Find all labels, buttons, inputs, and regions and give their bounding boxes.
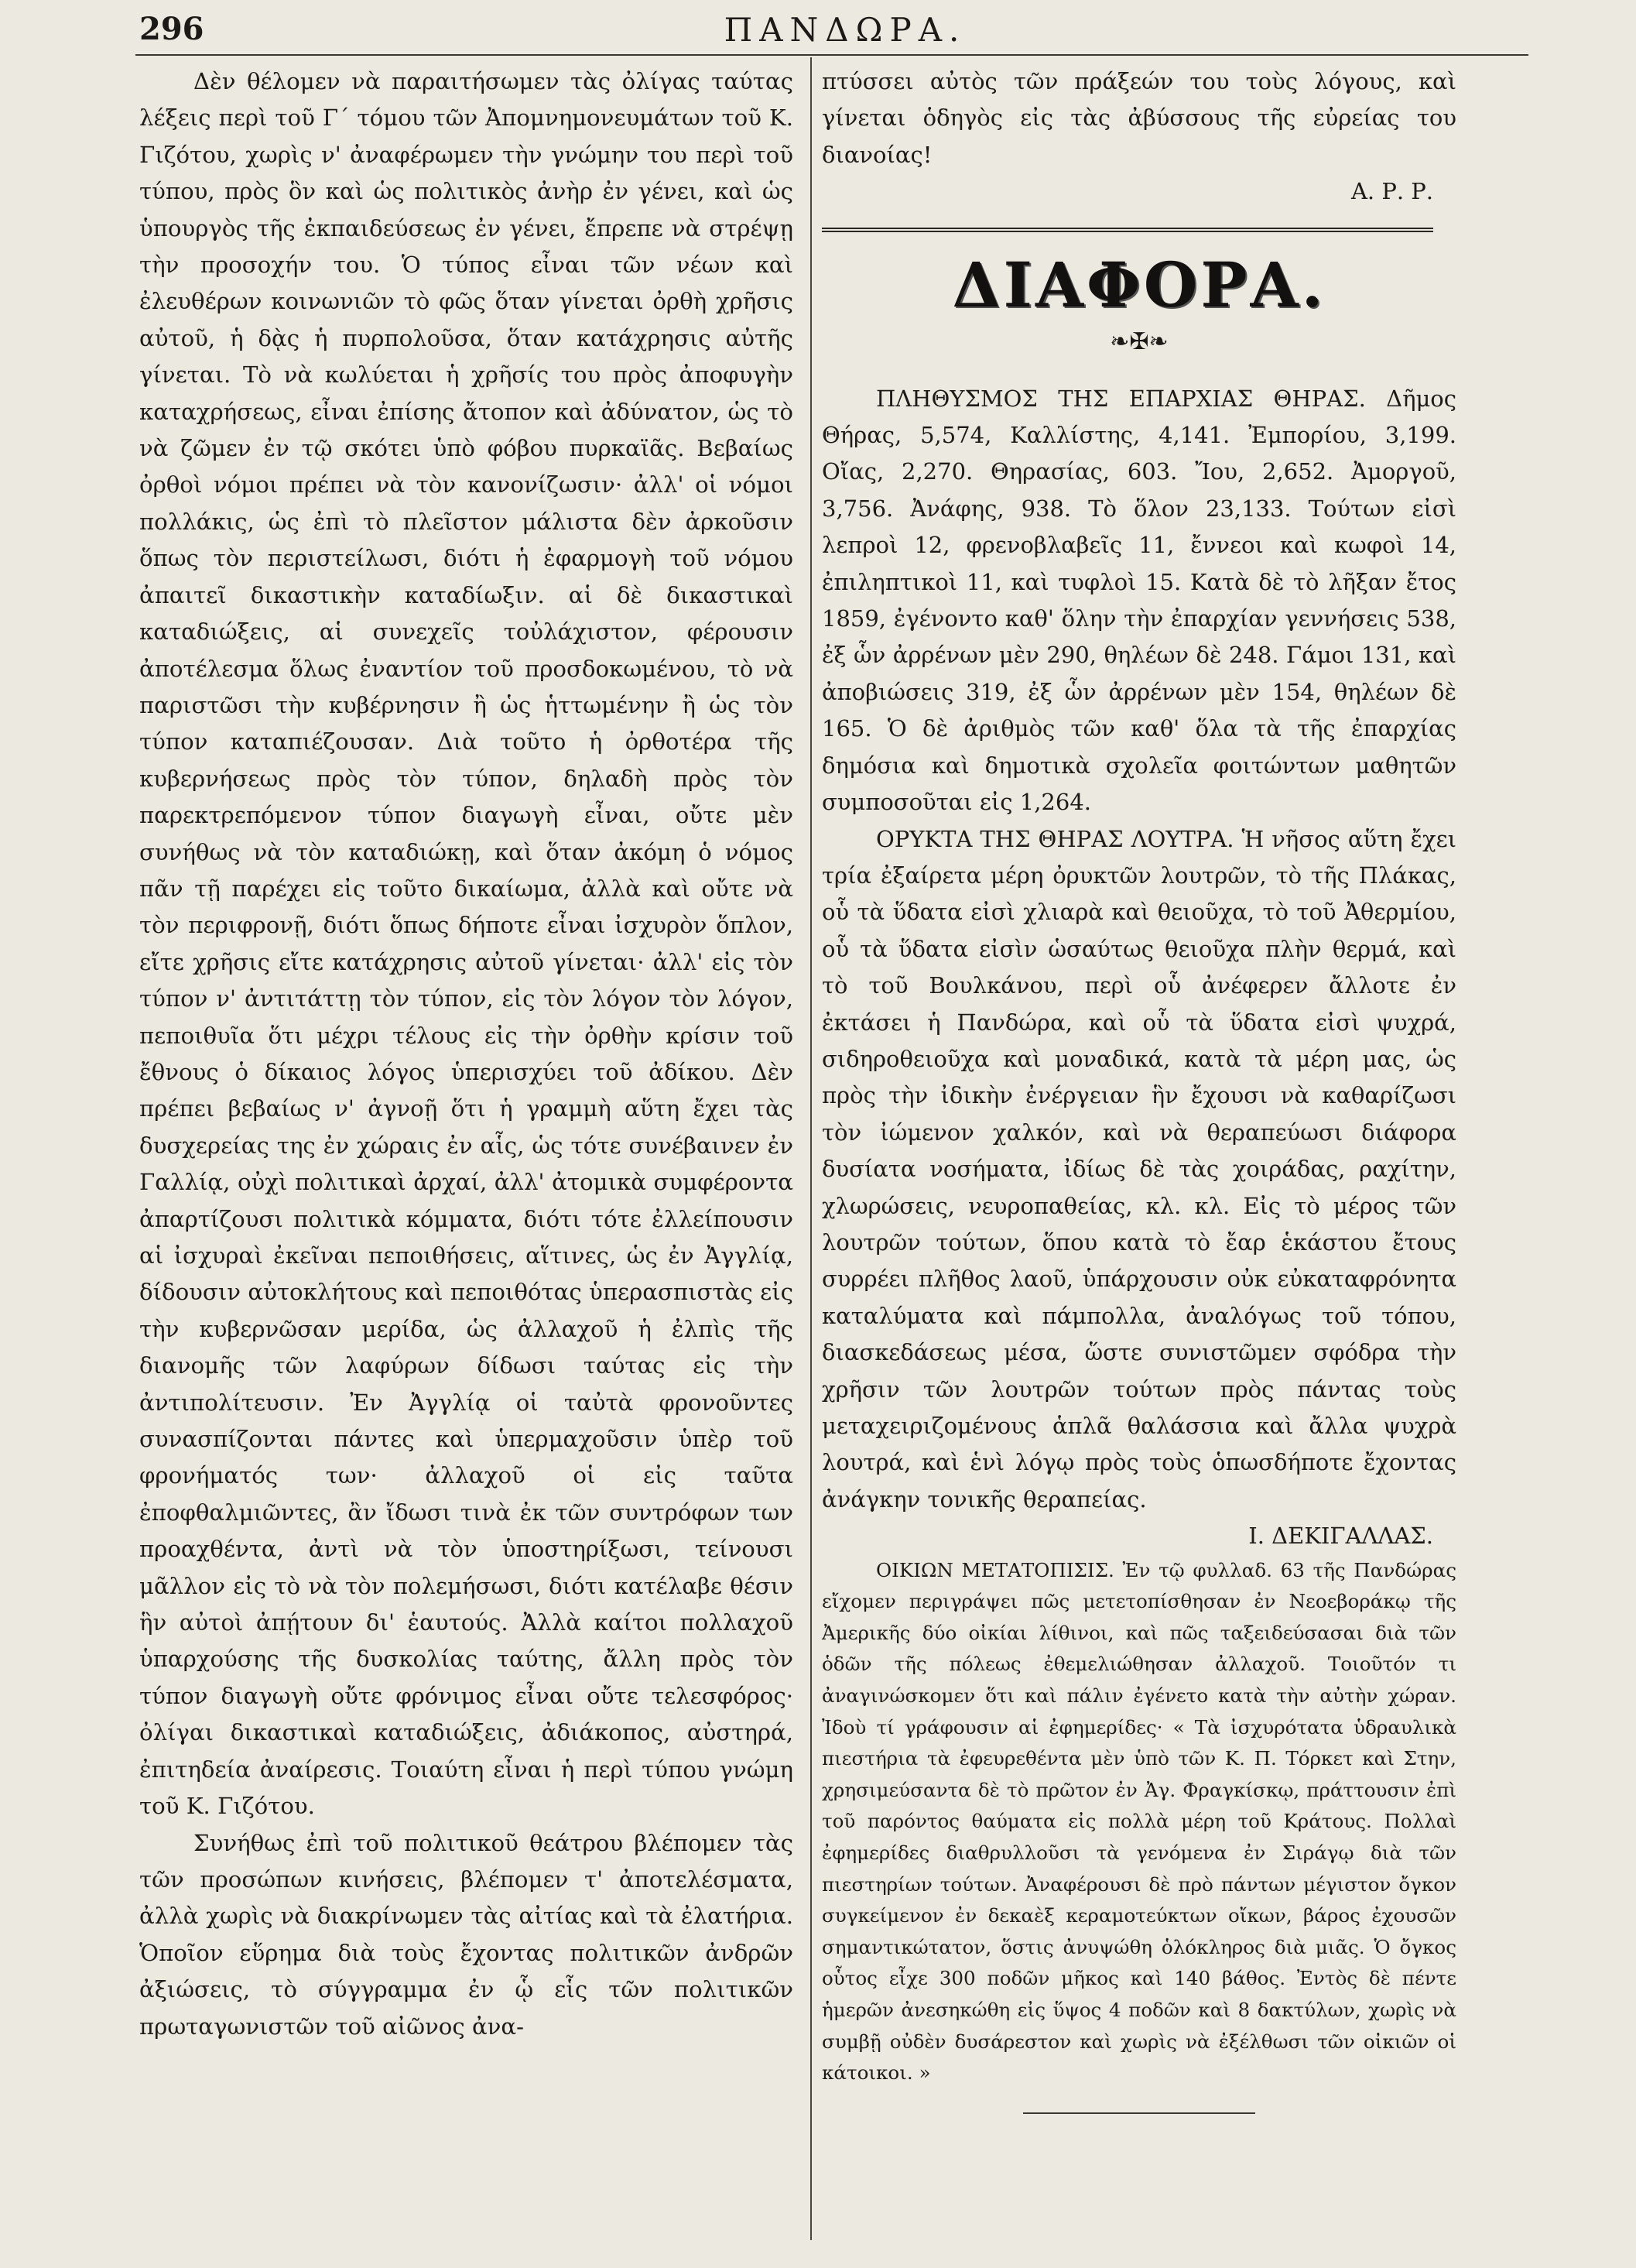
ornament-icon: ❧✠❧ bbox=[1110, 327, 1169, 355]
article-signature: Α. Ρ. Ρ. bbox=[1350, 178, 1433, 205]
news-item-population: ΠΛΗΘΥΣΜΟΣ ΤΗΣ ΕΠΑΡΧΙΑΣ ΘΗΡΑΣ. Δῆμος Θήρας, 5,574, Καλλίστης, 4,141. Ἐμπορίου, 3,199. Οἴας, 2,270. Θηρασίας, 603. Ἴου, 2,652. Ἀμοργοῦ, 3,756. Ἀνάφης, 938. Τὸ ὅλον 23,133. Τούτων εἰσὶ λεπροὶ 12, φρενοβλαβεῖς 11, ἔννεοι καὶ κωφοὶ 14, ἐπιληπτικοὶ 11, καὶ τυφλοὶ 15. Κατὰ δὲ τὸ λῆξαν ἔτος 1859, ἐγένοντο καθ' ὅλην τὴν ἐπαρχίαν γεννήσεις 538, ἐξ ὧν ἀρρένων μὲν 290, θηλέων δὲ 248. Γάμοι 131, καὶ ἀποβιώσεις 319, ἐξ ὧν ἀρρένων μὲν 154, θηλέων δὲ 165. Ὁ δὲ ἀριθμὸς τῶν καθ' ὅλα τὰ τῆς ἐπαρχίας δημόσια καὶ δημοτικὰ σχολεῖα φοιτώντων μαθητῶν συμποσοῦται εἰς 1,264. bbox=[822, 385, 1456, 816]
journal-title: ΠΑΝΔΩΡΑ. bbox=[724, 11, 967, 49]
news-item-baths-signature: Ι. ΔΕΚΙΓΑΛΛΑΣ. bbox=[1248, 1523, 1433, 1550]
running-head bbox=[139, 11, 1551, 51]
section-heading: ΔΙΑΦΟΡΑ. bbox=[952, 248, 1326, 321]
end-rule bbox=[1023, 2112, 1255, 2114]
page-number: 296 bbox=[139, 11, 204, 47]
left-column bbox=[139, 63, 793, 2045]
article-paragraph-2: Συνήθως ἐπὶ τοῦ πολιτικοῦ θεάτρου βλέπομεν τὰς τῶν προσώπων κινήσεις, βλέπομεν τ' ἀποτελέσματα, ἀλλὰ χωρὶς νὰ διακρίνωμεν τὰς αἰτίας καὶ τὰ ἐλατήρια. Ὁποῖον εὕρημα διὰ τοὺς ἔχοντας πολιτικῶν ἀνδρῶν ἀξιώσεις, τὸ σύγγραμμα ἐν ᾧ εἷς τῶν πολιτικῶν πρωταγωνιστῶν τοῦ αἰῶνος ἀνα- bbox=[139, 1829, 793, 2040]
news-item-houses: ΟΙΚΙΩΝ ΜΕΤΑΤΟΠΙΣΙΣ. Ἐν τῷ φυλλαδ. 63 τῆς Πανδώρας εἴχομεν περιγράψει πῶς μετετοπίσθησαν ἐν Νεοεβοράκῳ τῆς Ἀμερικῆς δύο οἰκίαι λίθινοι, καὶ πῶς ταξειδεύσασαι διὰ τῶν ὁδῶν τῆς πόλεως ἐθεμελιώθησαν ἀλλαχοῦ. Τοιοῦτόν τι ἀναγινώσκομεν ὅτι καὶ πάλιν ἐγένετο κατὰ τὴν αὐτὴν χώραν. Ἰδοὺ τί γράφουσιν αἱ ἐφημερίδες· « Τὰ ἰσχυρότατα ὑδραυλικὰ πιεστήρια τὰ ἐφευρεθέντα μὲν ὑπὸ τῶν Κ. Π. Τόρκετ καὶ Στην, χρησιμεύσαντα δὲ τὸ πρῶτον ἐν Ἀγ. Φραγκίσκῳ, πράττουσιν ἐπὶ τοῦ παρόντος θαύματα εἰς πολλὰ μέρη τοῦ Κράτους. Πολλαὶ ἐφημερίδες διαθρυλλοῦσι τὰ γενόμενα ἐν Σιράγῳ διὰ τῶν πιεστηρίων τούτων. Ἀναφέρουσι δὲ πρὸ πάντων μέγιστον ὄγκον συγκείμενον ἐν δεκαὲξ κεραμοτεύκτων οἴκων, βάρος ἐχουσῶν σημαντικώτατον, ὅστις ἀνυψώθη ὁλόκληρος διὰ μιᾶς. Ὁ ὄγκος οὗτος εἶχε 300 ποδῶν μῆκος καὶ 140 βάθος. Ἐντὸς δὲ πέντε ἡμερῶν ἀνεσηκώθη εἰς ὕψος 4 ποδῶν καὶ 8 δακτύλων, χωρὶς νὰ συμβῇ οὐδὲν δυσάρεστον καὶ χωρὶς νὰ ἐξέλθωσι τῶν οἰκιῶν οἱ κάτοικοι. » bbox=[822, 1558, 1456, 2085]
header-rule bbox=[135, 54, 1528, 56]
right-column bbox=[822, 63, 1456, 2114]
column-divider bbox=[810, 57, 812, 2240]
section-divider bbox=[822, 228, 1433, 232]
article-continuation: πτύσσει αὐτὸς τῶν πράξεών του τοὺς λόγους, καὶ γίνεται ὁδηγὸς εἰς τὰς ἀβύσσους τῆς εὐρείας του διανοίας! bbox=[822, 68, 1456, 168]
article-paragraph-1: Δὲν θέλομεν νὰ παραιτήσωμεν τὰς ὀλίγας ταύτας λέξεις περὶ τοῦ Γ΄ τόμου τῶν Ἀπομνημονευμάτων τοῦ Κ. Γιζότου, χωρὶς ν' ἀναφέρωμεν τὴν γνώμην του περὶ τοῦ τύπου, πρὸς ὃν καὶ ὡς πολιτικὸς ἀνὴρ ἐν γένει, καὶ ὡς ὑπουργὸς τῆς ἐκπαιδεύσεως ἐν γένει, ἔπρεπε νὰ στρέψῃ τὴν προσοχήν του. Ὁ τύπος εἶναι τῶν νέων καὶ ἐλευθέρων κοινωνιῶν τὸ φῶς ὅταν γίνεται ὀρθὴ χρῆσις αὐτοῦ, ἡ δᾲς ἡ πυρπολοῦσα, ὅταν κατάχρησις αὐτῆς γίνεται. Τὸ νὰ κωλύεται ἡ χρῆσίς του πρὸς ἀποφυγὴν καταχρήσεως, εἶναι ἐπίσης ἄτοπον καὶ ἀδύνατον, ὡς τὸ νὰ ζῶμεν ἐν τῷ σκότει ὑπὸ φόβου πυρκαϊᾶς. Βεβαίως ὀρθοὶ νόμοι πρέπει νὰ τὸν κανονίζωσιν· ἀλλ' οἱ νόμοι πολλάκις, ὡς ἐπὶ τὸ πλεῖστον μάλιστα δὲν ἀρκοῦσιν ὅπως τὸν περιστείλωσι, διότι ἡ ἐφαρμογὴ τοῦ νόμου ἀπαιτεῖ δικαστικὴν καταδίωξιν. αἱ δὲ δικαστικαὶ καταδιώξεις, αἱ συνεχεῖς τοὐλάχιστον, φέρουσιν ἀποτέλεσμα ὅλως ἐναντίον τοῦ προσδοκωμένου, τὸ νὰ παριστῶσι τὴν κυβέρνησιν ἢ ὡς ἡττωμένην ἢ ὡς τὸν τύπον καταπιέζουσαν. Διὰ τοῦτο ἡ ὀρθοτέρα τῆς κυβερνήσεως πρὸς τὸν τύπον, δηλαδὴ πρὸς τὸν παρεκτρεπόμενον τύπον διαγωγὴ εἶναι, οὔτε μὲν συνήθως νὰ τὸν καταδιώκῃ, καὶ ὅταν ἀκόμη ὁ νόμος πᾶν τῇ παρέχει εἰς τοῦτο δικαίωμα, ἀλλὰ καὶ οὔτε νὰ τὸν περιφρονῇ, διότι ὅπως δήποτε εἶναι ἰσχυρὸν ὅπλον, εἴτε χρῆσις εἴτε κατάχρησις αὐτοῦ γίνεται· ἀλλ' εἰς τὸν τύπον ν' ἀντιτάττῃ τὸν τύπον, εἰς τὸν λόγον τὸν λόγον, πεποιθυῖα ὅτι μέχρι τέλους εἰς τὴν ὀρθὴν κρίσιν τοῦ ἔθνους ὁ δίκαιος λόγος ὑπερισχύει τοῦ ἀδίκου. Δὲν πρέπει βεβαίως ν' ἀγνοῇ ὅτι ἡ γραμμὴ αὕτη ἔχει τὰς δυσχερείας της ἐν χώραις ἐν αἷς, ὡς τότε συνέβαινεν ἐν Γαλλίᾳ, οὐχὶ πολιτικαὶ ἀρχαί, ἀλλ' ἀτομικὰ συμφέροντα ἀπαρτίζουσι πολιτικὰ κόμματα, διότι τότε ἐλλείπουσιν αἱ ἰσχυραὶ ἐκεῖναι πεποιθήσεις, αἵτινες, ὡς ἐν Ἀγγλίᾳ, δίδουσιν αὐτοκλήτους καὶ πεποιθότας ὑπερασπιστὰς εἰς τὴν κυβερνῶσαν μερίδα, ὡς ἀλλαχοῦ ἡ ἐλπὶς τῆς διανομῆς τῶν λαφύρων δίδωσι ταύτας εἰς τὴν ἀντιπολίτευσιν. Ἐν Ἀγγλίᾳ οἱ ταὐτὰ φρονοῦντες συνασπίζονται πάντες καὶ ὑπερμαχοῦσιν ὑπὲρ τοῦ φρονήματός των· ἀλλαχοῦ οἱ εἰς ταῦτα ἐποφθαλμιῶντες, ἂν ἴδωσι τινὰ ἐκ τῶν συντρόφων των προαχθέντα, ἀντὶ νὰ τὸν ὑποστηρίξωσι, τείνουσι μᾶλλον εἰς τὸ νὰ τὸν πολεμήσωσι, διότι κατέλαβε θέσιν ἣν αὐτοὶ ἀπῄτουν δι' ἑαυτούς. Ἀλλὰ καίτοι πολλαχοῦ ὑπαρχούσης τῆς δυσκολίας ταύτης, ἄλλη πρὸς τὸν τύπον διαγωγὴ οὔτε φρόνιμος εἶναι οὔτε τελεσφόρος· ὀλίγαι δικαστικαὶ καταδιώξεις, ἀδιάκοπος, αὐστηρά, ἐπιτηδεία ἀναίρεσις. Τοιαύτη εἶναι ἡ περὶ τύπου γνώμη τοῦ Κ. Γιζότου. bbox=[139, 68, 793, 1820]
news-item-baths: ΟΡΥΚΤΑ ΤΗΣ ΘΗΡΑΣ ΛΟΥΤΡΑ. Ἡ νῆσος αὕτη ἔχει τρία ἐξαίρετα μέρη ὀρυκτῶν λουτρῶν, τὸ τῆς Πλάκας, οὗ τὰ ὕδατα εἰσὶ χλιαρὰ καὶ θειοῦχα, τὸ τοῦ Ἀθερμίου, οὗ τὰ ὕδατα εἰσὶν ὡσαύτως θειοῦχα πλὴν θερμά, καὶ τὸ τοῦ Βουλκάνου, περὶ οὗ ἀνέφερεν ἄλλοτε ἐν ἐκτάσει ἡ Πανδώρα, καὶ οὗ τὰ ὕδατα εἰσὶ ψυχρά, σιδηροθειοῦχα καὶ μοναδικά, κατὰ τὰ μέρη μας, ὡς πρὸς τὴν ἰδικὴν ἐνέργειαν ἣν ἔχουσι νὰ καθαρίζωσι τὸν ἰώμενον χαλκόν, καὶ νὰ θεραπεύωσι διάφορα δυσίατα νοσήματα, ἰδίως δὲ τὰς χοιράδας, ραχίτην, χλωρώσεις, νευροπαθείας, κλ. κλ. Εἰς τὸ μέρος τῶν λουτρῶν τούτων, ὅπου κατὰ τὸ ἔαρ ἑκάστου ἔτους συρρέει πλῆθος λαοῦ, ὑπάρχουσιν οὐκ εὐκαταφρόνητα καταλύματα καὶ πάμπολλα, ἀναλόγως τοῦ τόπου, διασκεδάσεως μέσα, ὥστε συνιστῶμεν σφόδρα τὴν χρῆσιν τῶν λουτρῶν τούτων πρὸς πάντας τοὺς μεταχειριζομένους ἁπλᾶ θαλάσσια καὶ ἄλλα ψυχρὰ λουτρά, καὶ ἑνὶ λόγῳ πρὸς τοὺς ὁπωσδήποτε ἔχοντας ἀνάγκην τονικῆς θεραπείας. bbox=[822, 825, 1456, 1513]
